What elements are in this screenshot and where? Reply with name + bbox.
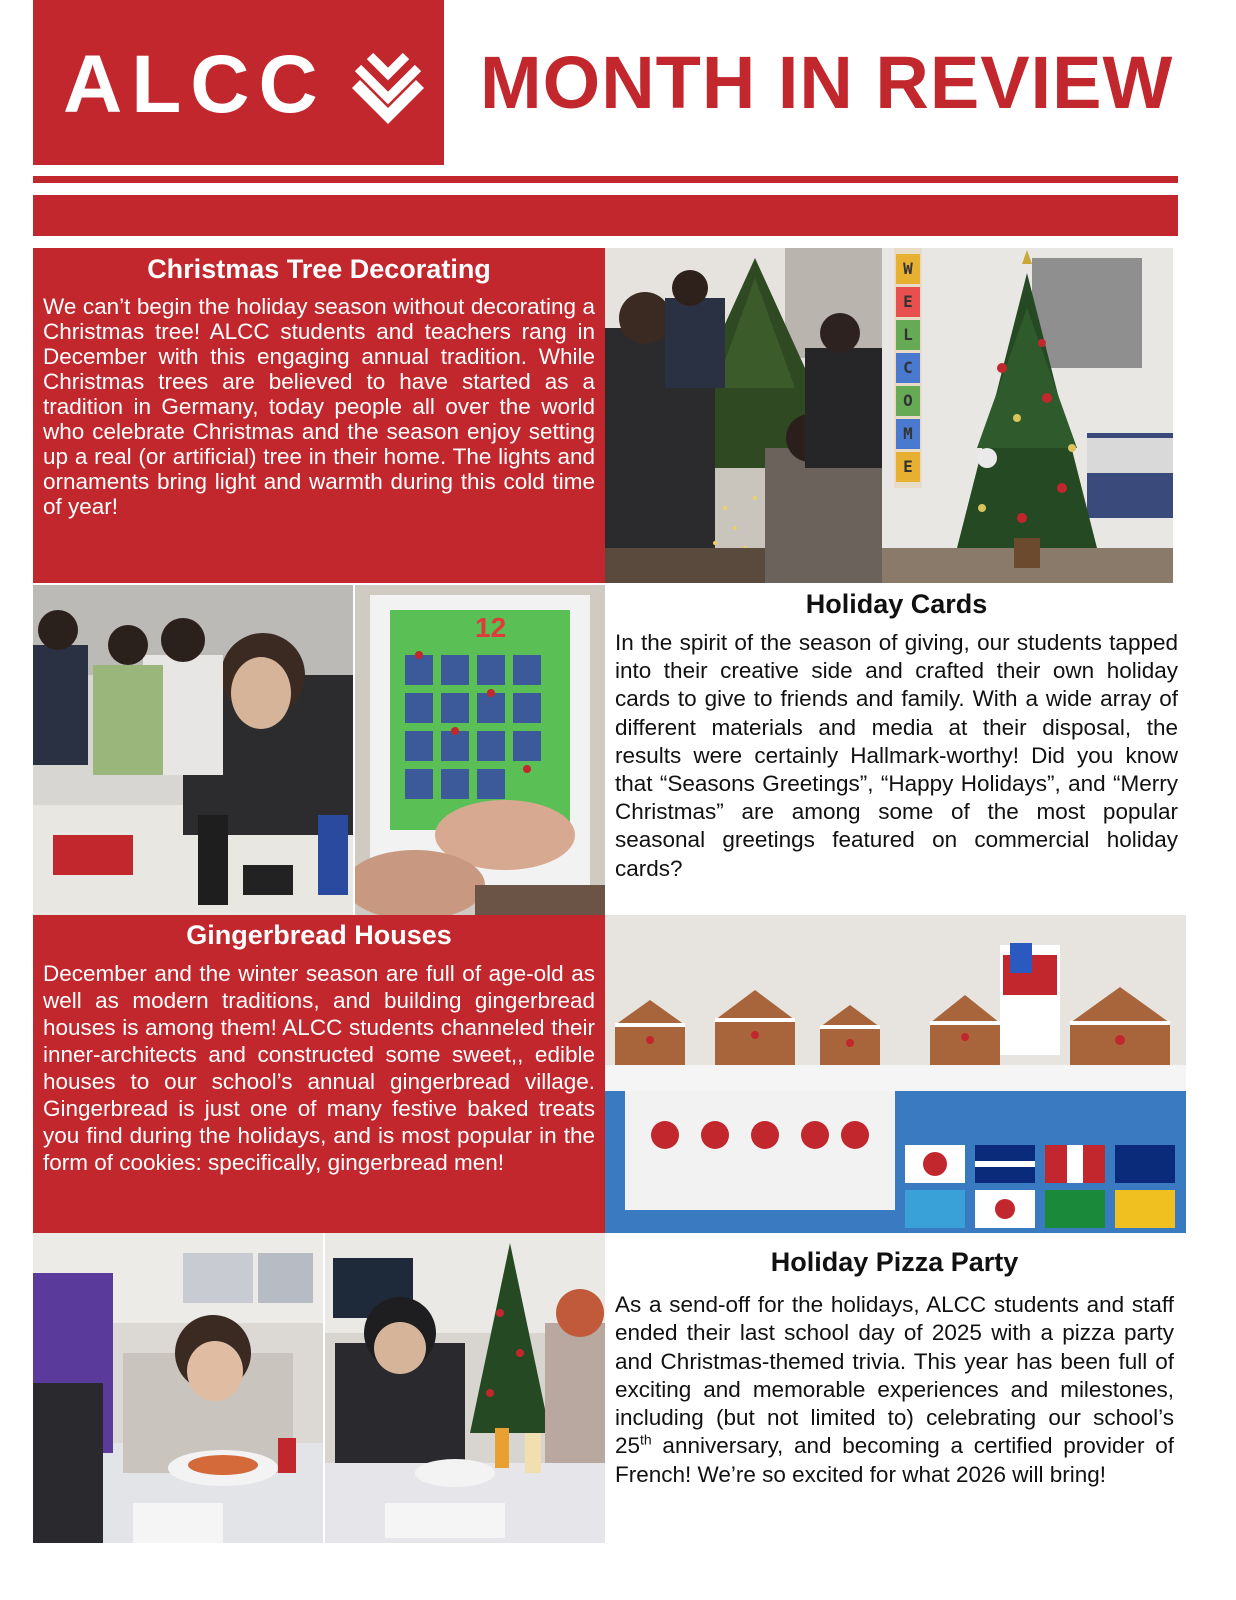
pizza-section-body	[615, 1291, 1174, 1489]
cards-section-panel	[605, 585, 1186, 915]
pizza-body-superscript: th	[640, 1431, 652, 1448]
pizza-body-part-1: As a send-off for the holidays, ALCC students and staff ended their last school day of 2025 with a pizza party and Christmas-themed trivia. This year has been full of exciting and memorable experiences and milestones, including (but not limited to) celebrating our school’s 25	[615, 1292, 1174, 1459]
tree-section-body: We can’t begin the holiday season without decorating a Christmas tree! ALCC students and teachers rang in December with this engaging annual tradition. While Christmas trees are believed to have started as a tradition in Germany, today people all over the world who celebrate Christmas and the season enjoy setting up a real (or artificial) tree in their home. The lights and ornaments bring light and warmth during this cold time of year!	[43, 294, 595, 519]
cards-section-title: Holiday Cards	[805, 589, 988, 619]
welcome-letter: O	[896, 386, 920, 416]
photo-tree-decorating	[605, 248, 882, 583]
photo-advent-card	[355, 585, 605, 915]
photo-gingerbread-village	[605, 915, 1186, 1233]
pizza-section-title: Holiday Pizza Party	[770, 1247, 1019, 1277]
logo-block	[33, 0, 444, 165]
welcome-letter: C	[896, 353, 920, 383]
header-rule-thick	[33, 195, 1178, 236]
welcome-letter: E	[896, 452, 920, 482]
pizza-body-part-2: anniversary, and becoming a certified provider of French! We’re so excited for what 2026 will bring!	[615, 1433, 1174, 1487]
gingerbread-section-panel	[33, 915, 605, 1233]
tree-section-title: Christmas Tree Decorating	[147, 254, 491, 284]
welcome-letter: W	[896, 254, 920, 284]
gingerbread-section-body: December and the winter season are full of age-old as well as modern traditions, and building gingerbread houses is among them! ALCC students channeled their inner-architects and constructed some sweet,, edible houses to our school’s annual gingerbread village. Gingerbread is just one of many festive baked treats you find during the holidays, and is most popular in the form of cookies: specifically, gingerbread men!	[43, 961, 595, 1175]
header-rule-thin	[33, 176, 1178, 183]
advent-card-number: 12	[475, 612, 507, 643]
photo-card-making	[33, 585, 353, 915]
welcome-letter: E	[896, 287, 920, 317]
logo-text: ALCC	[63, 39, 327, 130]
photo-pizza-eating	[33, 1233, 323, 1543]
photo-pizza-party	[325, 1233, 605, 1543]
cards-section-body: In the spirit of the season of giving, our students tapped into their creative side and crafted their own holiday cards to give to friends and family. With a wide array of different materials and media at their disposal, the results were certainly Hallmark-worthy! Did you know that “Seasons Greetings”, “Happy Holidays”, and “Merry Christmas” are among some of the most popular seasonal greetings featured on commercial holiday cards?	[615, 630, 1178, 881]
logo-diamond-icon	[338, 48, 438, 128]
welcome-sign	[896, 254, 920, 485]
welcome-letter: M	[896, 419, 920, 449]
welcome-letter: L	[896, 320, 920, 350]
tree-section-panel	[33, 248, 605, 583]
pizza-section-panel	[605, 1233, 1186, 1563]
gingerbread-section-title: Gingerbread Houses	[186, 920, 452, 950]
page-title: MONTH IN REVIEW	[480, 41, 1174, 124]
photo-decorated-tree	[882, 248, 1173, 583]
